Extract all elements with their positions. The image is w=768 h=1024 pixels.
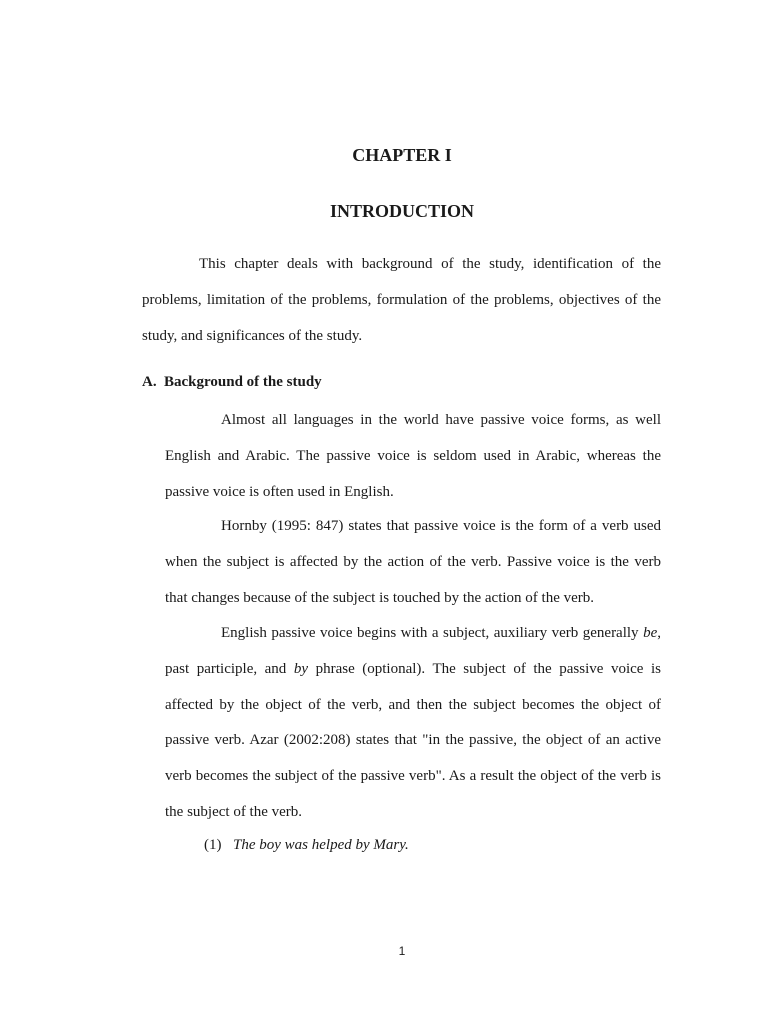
chapter-title: CHAPTER I bbox=[352, 145, 452, 165]
section-a-heading bbox=[142, 374, 322, 391]
paragraph-3-part-1: English passive voice begins with a subject, auxiliary verb generally bbox=[221, 625, 644, 641]
paragraph-3-part-2: , past participle, and bbox=[165, 625, 661, 677]
section-title: INTRODUCTION bbox=[329, 201, 475, 221]
example-1-number: (1) bbox=[204, 837, 222, 853]
example-1 bbox=[204, 837, 409, 854]
background-paragraph-2: Hornby (1995: 847) states that passive voice is the form of a verb used when the subject is affected by the action of the verb. Passive voice is the verb that changes because of the subject is touched by the action of the verb. bbox=[165, 518, 661, 606]
section-a-number: A. bbox=[142, 374, 157, 390]
paragraph-3-part-3: phrase (optional). The subject of the passive voice is affected by the object of the verb, and then the subject becomes the object of passive verb. Azar (2002:208) states that "in the passive, the object of an active verb becomes the subject of the passive verb". As a result the object of the verb is the subject of the verb. bbox=[165, 660, 661, 820]
paragraph-3-italic-be: be bbox=[643, 625, 658, 641]
intro-paragraph: This chapter deals with background of the study, identification of the problems, limitation of the problems, formulation of the problems, objectives of the study, and significances of the study. bbox=[142, 256, 661, 344]
background-paragraph-3 bbox=[165, 616, 661, 831]
section-a-title: Background of the study bbox=[164, 374, 322, 390]
page-number: 1 bbox=[398, 944, 406, 958]
paragraph-3-italic-by: by bbox=[293, 660, 309, 677]
background-paragraph-1: Almost all languages in the world have passive voice forms, as well English and Arabic. The passive voice is seldom used in Arabic, whereas the passive voice is often used in English. bbox=[165, 412, 661, 500]
example-1-text: The boy was helped by Mary. bbox=[233, 837, 409, 853]
